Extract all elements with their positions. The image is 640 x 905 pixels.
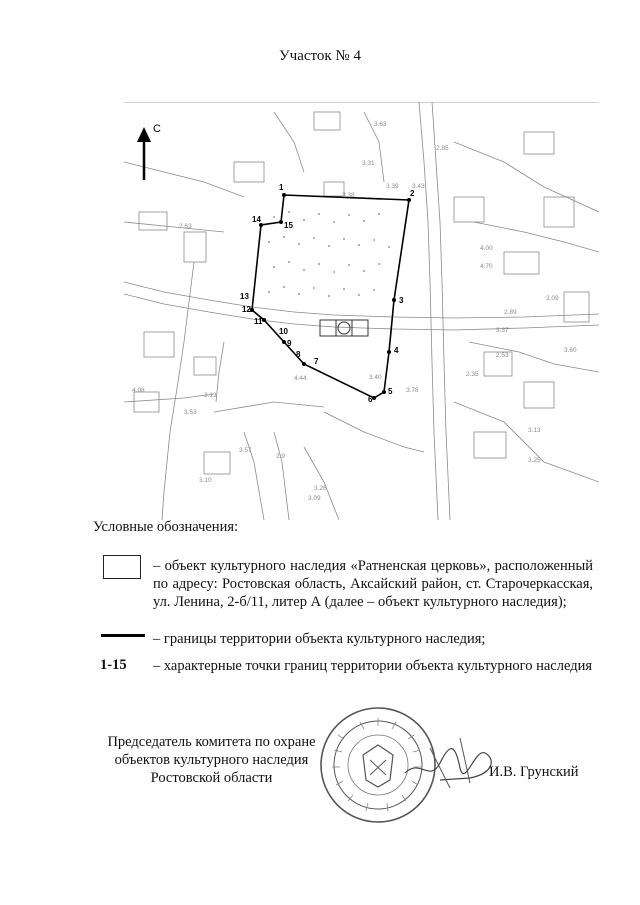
elevation-label: 3.13 <box>528 427 541 434</box>
legend-boundary-text: – границы территории объекта культурного наследия; <box>153 631 486 647</box>
elevation-label: 3.09 <box>546 295 559 302</box>
boundary-point-label: 12 <box>242 305 251 314</box>
elevation-label: 2.53 <box>496 352 509 359</box>
elevation-label: 2.35 <box>466 371 479 378</box>
elevation-label: 3.09 <box>308 495 321 502</box>
elevation-label: 2.89 <box>504 309 517 316</box>
boundary-point-label: 10 <box>279 327 288 336</box>
handwritten-signature <box>400 728 500 798</box>
elevation-label: 3.43 <box>412 183 425 190</box>
elevation-label: 3.40 <box>369 374 382 381</box>
boundary-point-label: 13 <box>240 292 249 301</box>
elevation-label: 3.38 <box>342 192 355 199</box>
boundary-point-label: 8 <box>296 350 301 359</box>
elevation-label: 2.63 <box>179 223 192 230</box>
legend-points-text: – характерные точки границ территории объекта культурного наследия <box>153 658 593 674</box>
elevation-label: 3.39 <box>386 183 399 190</box>
legend-boundary-line-symbol <box>101 634 145 637</box>
site-plan-map <box>124 102 599 520</box>
legend-points-symbol: 1-15 <box>100 657 127 673</box>
elevation-label: 3.78 <box>406 387 419 394</box>
boundary-point-label: 5 <box>388 387 393 396</box>
boundary-point-label: 9 <box>287 339 292 348</box>
elevation-label: 3.53 <box>184 409 197 416</box>
boundary-point-label: 14 <box>252 215 261 224</box>
elevation-label: 4.44 <box>294 375 307 382</box>
elevation-label: 4.00 <box>480 245 493 252</box>
elevation-label: 3.57 <box>239 447 252 454</box>
boundary-point-label: 7 <box>314 357 319 366</box>
elevation-label: 3.26 <box>314 485 327 492</box>
boundary-point-label: 2 <box>410 189 415 198</box>
boundary-point-label: 4 <box>394 346 399 355</box>
elevation-label: 3.63 <box>374 121 387 128</box>
signer-name: И.В. Грунский <box>489 764 579 780</box>
boundary-point-label: 3 <box>399 296 404 305</box>
boundary-point-label: 15 <box>284 221 293 230</box>
boundary-point-label: 11 <box>254 317 263 326</box>
north-label: С <box>153 123 161 135</box>
elevation-label: 3.60 <box>564 347 577 354</box>
boundary-point-label: 6 <box>368 395 373 404</box>
elevation-label: 2.9 <box>276 453 286 460</box>
elevation-label: 3.37 <box>496 327 509 334</box>
legend-object-text: – объект культурного наследия «Ратненская церковь», расположенный по адресу: Ростовская область, Аксайский район, ст. Старочеркасская, ул. Ленина, 2-б/11, литер А (далее – объект культурного наследия); <box>153 558 593 610</box>
elevation-label: 4.70 <box>480 263 493 270</box>
signer-position: Председатель комитета по охране объектов культурного наследия Ростовской области <box>107 734 316 786</box>
elevation-label: 3.31 <box>362 160 375 167</box>
elevation-label: 3.10 <box>199 477 212 484</box>
boundary-point-label: 1 <box>279 183 284 192</box>
elevation-label: 3.25 <box>528 457 541 464</box>
elevation-label: 4.08 <box>132 387 145 394</box>
legend-title: Условные обозначения: <box>93 519 239 535</box>
elevation-label: 2.85 <box>436 145 449 152</box>
page-title: Участок № 4 <box>279 48 361 64</box>
legend-object-symbol <box>103 555 141 579</box>
elevation-label: 3.13 <box>204 392 217 399</box>
